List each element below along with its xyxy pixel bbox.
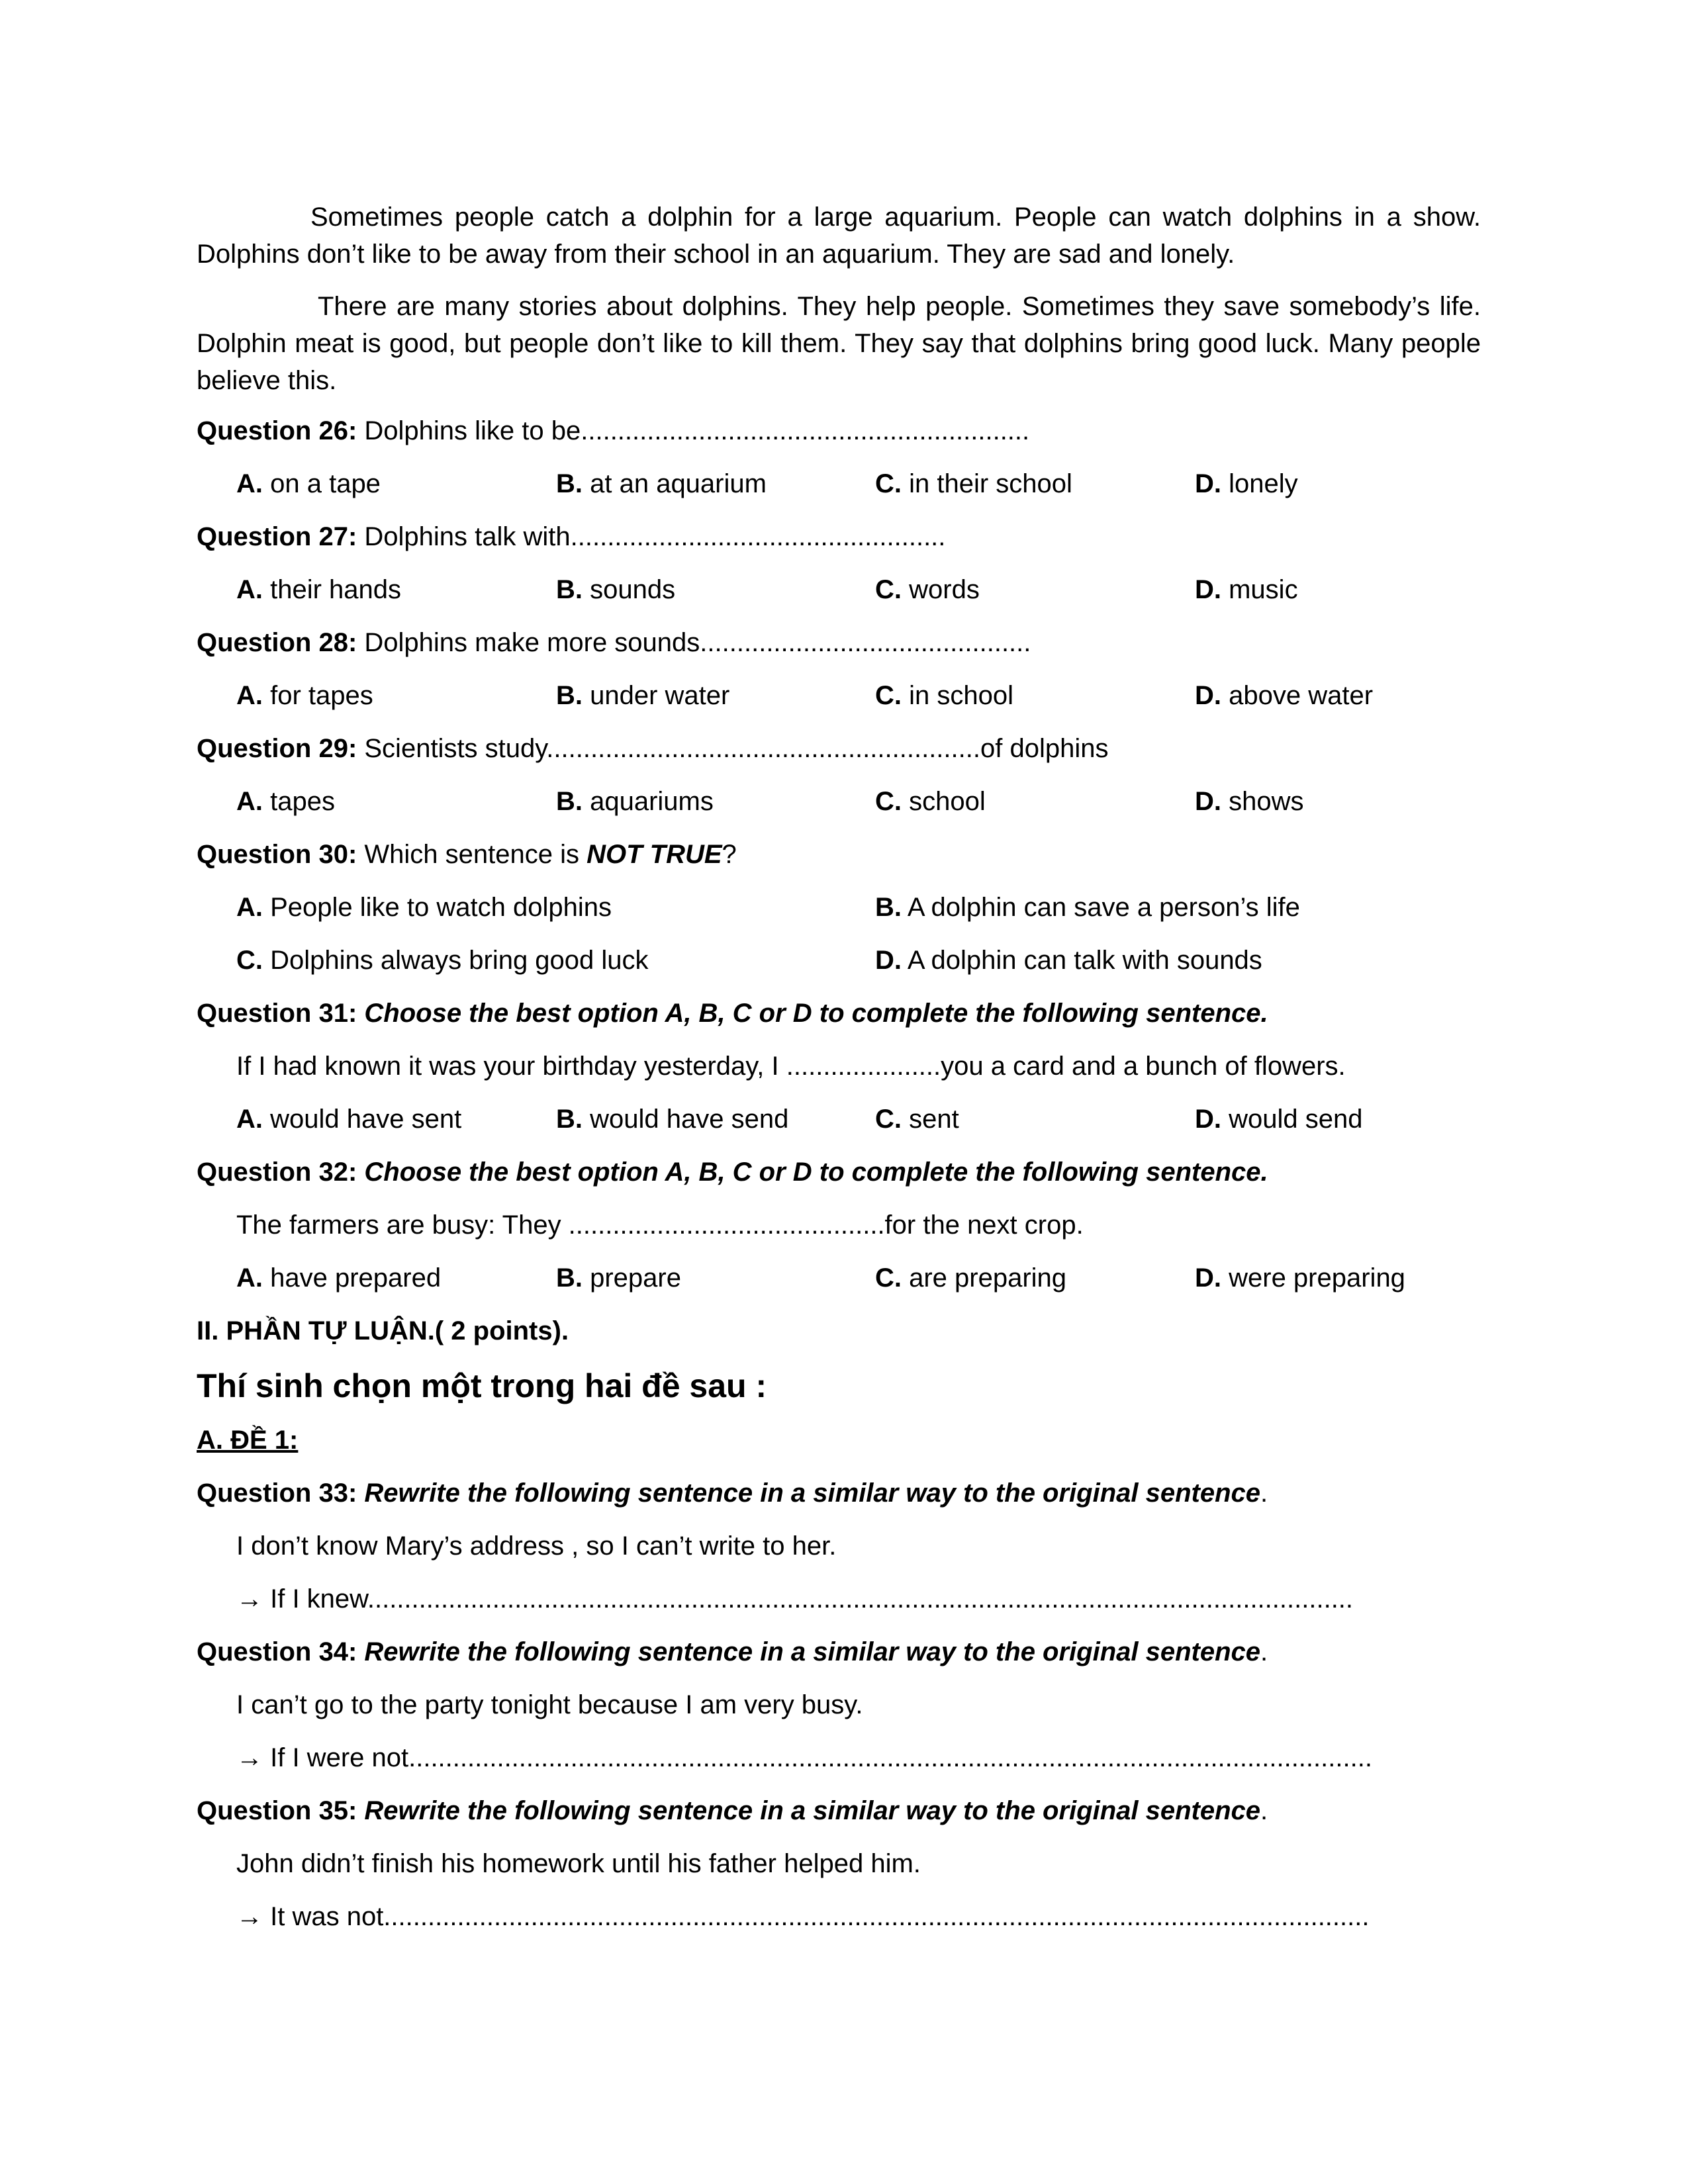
option-letter: C. bbox=[875, 681, 902, 710]
option-letter: A. bbox=[236, 575, 263, 604]
q28-option-c[interactable] bbox=[875, 677, 1013, 714]
q32-option-d[interactable] bbox=[1195, 1259, 1405, 1297]
q32-option-c[interactable] bbox=[875, 1259, 1066, 1297]
option-text: words bbox=[902, 575, 980, 604]
question-27 bbox=[197, 518, 945, 555]
question-stem: Scientists study...........................................................of dolphins bbox=[357, 734, 1109, 763]
option-letter: B. bbox=[875, 893, 902, 922]
option-letter: A. bbox=[236, 469, 263, 498]
option-text: have prepared bbox=[263, 1263, 442, 1293]
question-stem: Dolphins talk with................................................... bbox=[357, 522, 946, 551]
question-label: Question 33: bbox=[197, 1479, 357, 1508]
arrow-right-icon: → bbox=[236, 1743, 263, 1772]
option-letter: B. bbox=[556, 1105, 583, 1134]
option-letter: D. bbox=[1195, 575, 1221, 604]
q29-option-c[interactable] bbox=[875, 783, 986, 820]
option-text: in school bbox=[902, 681, 1013, 710]
option-text: sent bbox=[902, 1105, 959, 1134]
q32-option-b[interactable] bbox=[556, 1259, 681, 1297]
q26-option-d[interactable] bbox=[1195, 465, 1298, 502]
passage-paragraph-2: There are many stories about dolphins. They help people. Sometimes they save somebody’s life. Dolphin meat is good, but people don’t like to kill them. They say that dolphins bring good luck. Many people believe this. bbox=[197, 292, 1481, 395]
q33-sentence: I don’t know Mary’s address , so I can’t write to her. bbox=[236, 1531, 837, 1561]
option-text: People like to watch dolphins bbox=[263, 893, 612, 922]
option-text: on a tape bbox=[263, 469, 381, 498]
question-label: Question 35: bbox=[197, 1796, 357, 1825]
option-text: tapes bbox=[263, 787, 335, 816]
option-letter: C. bbox=[875, 1263, 902, 1293]
answer-prompt: It was not...................................................................................................................................... bbox=[263, 1902, 1370, 1931]
q31-option-a[interactable] bbox=[236, 1101, 461, 1138]
option-letter: B. bbox=[556, 681, 583, 710]
option-text: would have send bbox=[583, 1105, 789, 1134]
option-text: are preparing bbox=[902, 1263, 1067, 1293]
option-letter: A. bbox=[236, 681, 263, 710]
option-letter: D. bbox=[1195, 787, 1221, 816]
option-text: for tapes bbox=[263, 681, 373, 710]
q30-option-a[interactable] bbox=[236, 889, 612, 926]
option-letter: D. bbox=[1195, 681, 1221, 710]
question-26 bbox=[197, 412, 1029, 449]
q28-option-a[interactable] bbox=[236, 677, 373, 714]
option-text: under water bbox=[583, 681, 730, 710]
question-29 bbox=[197, 730, 1108, 767]
question-32 bbox=[197, 1154, 1268, 1191]
q35-answer-line[interactable] bbox=[236, 1898, 1369, 1935]
option-text: in their school bbox=[902, 469, 1072, 498]
answer-prompt: If I knew...................................................................................................................................... bbox=[263, 1584, 1354, 1614]
q34-answer-line[interactable] bbox=[236, 1739, 1372, 1776]
q29-option-a[interactable] bbox=[236, 783, 335, 820]
option-letter: D. bbox=[875, 946, 902, 975]
question-instruction: Rewrite the following sentence in a similar way to the original sentence bbox=[357, 1637, 1261, 1666]
option-text: school bbox=[902, 787, 986, 816]
question-30 bbox=[197, 836, 737, 873]
question-label: Question 31: bbox=[197, 999, 357, 1028]
option-letter: B. bbox=[556, 1263, 583, 1293]
q27-option-d[interactable] bbox=[1195, 571, 1298, 608]
option-text: above water bbox=[1221, 681, 1374, 710]
option-text: would send bbox=[1221, 1105, 1363, 1134]
option-text: sounds bbox=[583, 575, 676, 604]
q27-option-c[interactable] bbox=[875, 571, 980, 608]
instruction-period: . bbox=[1260, 1796, 1268, 1825]
q31-option-d[interactable] bbox=[1195, 1101, 1362, 1138]
question-34 bbox=[197, 1633, 1268, 1670]
instruction-period: . bbox=[1260, 1637, 1268, 1666]
question-label: Question 32: bbox=[197, 1158, 357, 1187]
arrow-right-icon: → bbox=[236, 1902, 263, 1931]
option-text: their hands bbox=[263, 575, 402, 604]
option-letter: D. bbox=[1195, 1263, 1221, 1293]
instruction-period: . bbox=[1260, 1479, 1268, 1508]
question-33 bbox=[197, 1475, 1268, 1512]
section-2-subheading: Thí sinh chọn một trong hai đề sau : bbox=[197, 1367, 767, 1404]
question-label: Question 27: bbox=[197, 522, 357, 551]
option-text: at an aquarium bbox=[583, 469, 767, 498]
q29-option-b[interactable] bbox=[556, 783, 714, 820]
question-label: Question 29: bbox=[197, 734, 357, 763]
q35-sentence: John didn’t finish his homework until his father helped him. bbox=[236, 1849, 921, 1878]
q31-option-c[interactable] bbox=[875, 1101, 959, 1138]
option-text: A dolphin can save a person’s life bbox=[902, 893, 1300, 922]
arrow-right-icon: → bbox=[236, 1584, 263, 1614]
q33-answer-line[interactable] bbox=[236, 1580, 1353, 1617]
option-text: prepare bbox=[583, 1263, 681, 1293]
part-a-label: A. ĐỀ 1: bbox=[197, 1426, 299, 1455]
q28-option-d[interactable] bbox=[1195, 677, 1373, 714]
q27-option-a[interactable] bbox=[236, 571, 401, 608]
option-text: aquariums bbox=[583, 787, 714, 816]
question-instruction: Choose the best option A, B, C or D to complete the following sentence. bbox=[357, 1158, 1268, 1187]
q29-option-d[interactable] bbox=[1195, 783, 1304, 820]
question-28 bbox=[197, 624, 1031, 661]
q26-option-a[interactable] bbox=[236, 465, 381, 502]
option-text: A dolphin can talk with sounds bbox=[902, 946, 1262, 975]
q30-option-d[interactable] bbox=[875, 942, 1262, 979]
answer-prompt: If I were not................................................................................................................................... bbox=[263, 1743, 1372, 1772]
q34-sentence: I can’t go to the party tonight because I am very busy. bbox=[236, 1690, 863, 1719]
question-stem: Dolphins like to be............................................................. bbox=[357, 416, 1030, 445]
option-text: lonely bbox=[1221, 469, 1298, 498]
option-letter: C. bbox=[875, 1105, 902, 1134]
q26-option-c[interactable] bbox=[875, 465, 1072, 502]
option-text: shows bbox=[1221, 787, 1304, 816]
option-letter: C. bbox=[875, 469, 902, 498]
question-label: Question 30: bbox=[197, 840, 357, 869]
question-emphasis: NOT TRUE bbox=[586, 840, 722, 869]
q31-option-b[interactable] bbox=[556, 1101, 788, 1138]
q32-option-a[interactable] bbox=[236, 1259, 441, 1297]
question-stem: Which sentence is bbox=[357, 840, 587, 869]
option-letter: B. bbox=[556, 787, 583, 816]
q30-option-b[interactable] bbox=[875, 889, 1300, 926]
question-instruction: Rewrite the following sentence in a similar way to the original sentence bbox=[357, 1796, 1261, 1825]
question-instruction: Choose the best option A, B, C or D to complete the following sentence. bbox=[357, 999, 1268, 1028]
question-stem: Dolphins make more sounds............................................. bbox=[357, 628, 1031, 657]
q26-option-b[interactable] bbox=[556, 465, 767, 502]
question-35 bbox=[197, 1792, 1268, 1829]
option-text: music bbox=[1221, 575, 1298, 604]
question-label: Question 28: bbox=[197, 628, 357, 657]
question-31 bbox=[197, 995, 1268, 1032]
option-letter: D. bbox=[1195, 1105, 1221, 1134]
option-letter: D. bbox=[1195, 469, 1221, 498]
option-text: would have sent bbox=[263, 1105, 462, 1134]
option-letter: A. bbox=[236, 1263, 263, 1293]
q28-option-b[interactable] bbox=[556, 677, 729, 714]
option-letter: A. bbox=[236, 893, 263, 922]
q27-option-b[interactable] bbox=[556, 571, 675, 608]
option-letter: C. bbox=[236, 946, 263, 975]
section-2-heading: II. PHẦN TỰ LUẬN.( 2 points). bbox=[197, 1316, 569, 1345]
option-text: Dolphins always bring good luck bbox=[263, 946, 649, 975]
question-stem-end: ? bbox=[722, 840, 737, 869]
q30-option-c[interactable] bbox=[236, 942, 649, 979]
question-instruction: Rewrite the following sentence in a similar way to the original sentence bbox=[357, 1479, 1261, 1508]
q31-sentence: If I had known it was your birthday yesterday, I .....................you a card and a bunch of flowers. bbox=[236, 1052, 1346, 1081]
option-letter: B. bbox=[556, 469, 583, 498]
option-letter: A. bbox=[236, 1105, 263, 1134]
option-letter: B. bbox=[556, 575, 583, 604]
question-label: Question 26: bbox=[197, 416, 357, 445]
option-letter: C. bbox=[875, 575, 902, 604]
q32-sentence: The farmers are busy: They ...........................................for the next crop. bbox=[236, 1210, 1084, 1240]
passage-paragraph-1: Sometimes people catch a dolphin for a large aquarium. People can watch dolphins in a show. Dolphins don’t like to be away from their school in an aquarium. They are sad and lonely. bbox=[197, 203, 1481, 269]
question-label: Question 34: bbox=[197, 1637, 357, 1666]
option-letter: A. bbox=[236, 787, 263, 816]
option-text: were preparing bbox=[1221, 1263, 1405, 1293]
option-letter: C. bbox=[875, 787, 902, 816]
